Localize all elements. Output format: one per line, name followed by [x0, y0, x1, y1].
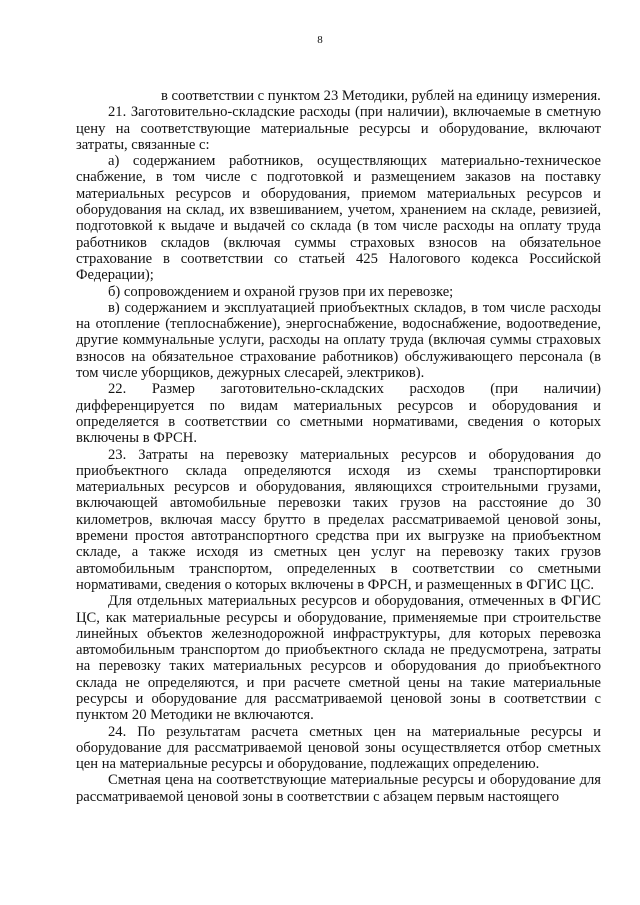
page-number: 8 — [317, 34, 323, 46]
paragraph-continuation: в соответствии с пунктом 23 Методики, рублей на единицу измерения. — [161, 88, 601, 104]
paragraph-item-23: 23. Затраты на перевозку материальных ресурсов и оборудования до приобъектного склада определяются исходя из схемы транспортировки материальных ресурсов и оборудования, являющихся строительными грузами, включающей автомобильные перевозки таких грузов на расстояние до 30 километров, включая массу брутто в пределах рассматриваемой ценовой зоны, времени простоя автотранспортного средства при их выгрузке на приобъектном складе, а также исходя из сметных цен услуг на перевозку таких грузов автомобильным транспортом, определенных в соответствии со сметными нормативами, сведения о которых включены в ФРСН, и размещенных в ФГИС ЦС. — [76, 446, 601, 593]
paragraph-item-23-railway: Для отдельных материальных ресурсов и оборудования, отмеченных в ФГИС ЦС, как материальные ресурсы и оборудование, применяемые при строительстве линейных объектов железнодорожной инфраструктуры, для которых перевозка автомобильным транспортом до приобъектного склада не предусмотрена, затраты на перевозку таких материальных ресурсов и оборудования до приобъектного склада не определяются, и при расчете сметной цены на такие материальные ресурсы и оборудование для рассматриваемой ценовой зоны в соответствии с пунктом 20 Методики не включаются. — [76, 593, 601, 724]
paragraph-item-24-price: Сметная цена на соответствующие материальные ресурсы и оборудование для рассматриваемой ценовой зоны в соответствии с абзацем первым настоящего — [76, 772, 601, 805]
paragraph-item-24: 24. По результатам расчета сметных цен на материальные ресурсы и оборудование для рассматриваемой ценовой зоны осуществляется отбор сметных цен на материальные ресурсы и оборудование, подлежащих определению. — [76, 723, 601, 773]
paragraph-subitem-a: а) содержанием работников, осуществляющих материально-техническое снабжение, в том числе с подготовкой и размещением заказов на поставку материальных ресурсов и оборудования, приемом материальных ресурсов и оборудования на склад, их взвешиванием, учетом, хранением на складе, ревизией, подготовкой к выдаче и выдачей со склада (в том числе расходы на оплату труда работников складов (включая суммы страховых взносов на обязательное страхование в соответствии со статьей 425 Налогового кодекса Российской Федерации); — [76, 153, 601, 284]
paragraph-subitem-v: в) содержанием и эксплуатацией приобъектных складов, в том числе расходы на отопление (теплоснабжение), энергоснабжение, водоснабжение, водоотведение, другие коммунальные услуги, расходы на оплату труда (включая суммы страховых взносов на обязательное страхование работников) обслуживающего персонала (в том числе уборщиков, дежурных слесарей, электриков). — [76, 299, 601, 382]
paragraph-item-21: 21. Заготовительно-складские расходы (при наличии), включаемые в сметную цену на соответствующие материальные ресурсы и оборудование, включают затраты, связанные с: — [76, 104, 601, 153]
paragraph-subitem-b: б) сопровождением и охраной грузов при их перевозке; — [108, 283, 454, 300]
document-body — [76, 88, 601, 805]
paragraph-item-22: 22. Размер заготовительно-складских расходов (при наличии) дифференцируется по видам материальных ресурсов и оборудования и определяется в соответствии со сметными нормативами, сведения о которых включены в ФРСН. — [76, 381, 601, 447]
